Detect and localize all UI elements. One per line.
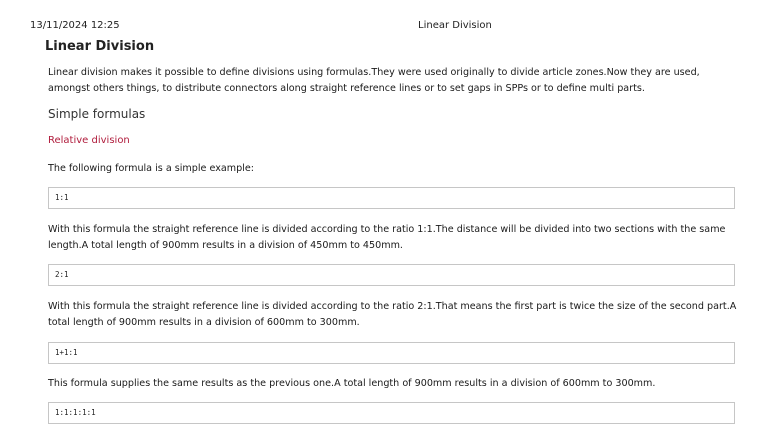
formula-code-block: 1:1:1:1:1 — [48, 402, 735, 424]
section-heading: Simple formulas — [48, 107, 146, 121]
formula-code-block: 1:1 — [48, 187, 735, 209]
formula-explanation: This formula supplies the same results as the previous one.A total length of 900mm results in a division of 600mm to 300mm. — [48, 378, 656, 389]
print-header — [0, 20, 784, 34]
formula-code-block: 1+1:1 — [48, 342, 735, 364]
page-title: Linear Division — [45, 39, 155, 54]
print-header-title: Linear Division — [418, 20, 492, 31]
example-intro: The following formula is a simple example: — [48, 163, 254, 174]
formula-explanation: With this formula the straight reference line is divided according to the ratio 2:1.That means the first part is twice the size of the second part.A total length of 900mm results in a division of 600mm to 300mm. — [48, 301, 737, 328]
formula-code-block: 2:1 — [48, 264, 735, 286]
subsection-heading: Relative division — [48, 135, 130, 146]
print-datetime: 13/11/2024 12:25 — [30, 20, 120, 31]
intro-paragraph: Linear division makes it possible to define divisions using formulas.They were used originally to divide article zones.Now they are used, amongst others things, to distribute connectors along straight reference lines or to set gaps in SPPs or to define multi parts. — [48, 67, 700, 94]
formula-explanation: With this formula the straight reference line is divided according to the ratio 1:1.The distance will be divided into two sections with the same length.A total length of 900mm results in a division of 450mm to 450mm. — [48, 224, 726, 251]
